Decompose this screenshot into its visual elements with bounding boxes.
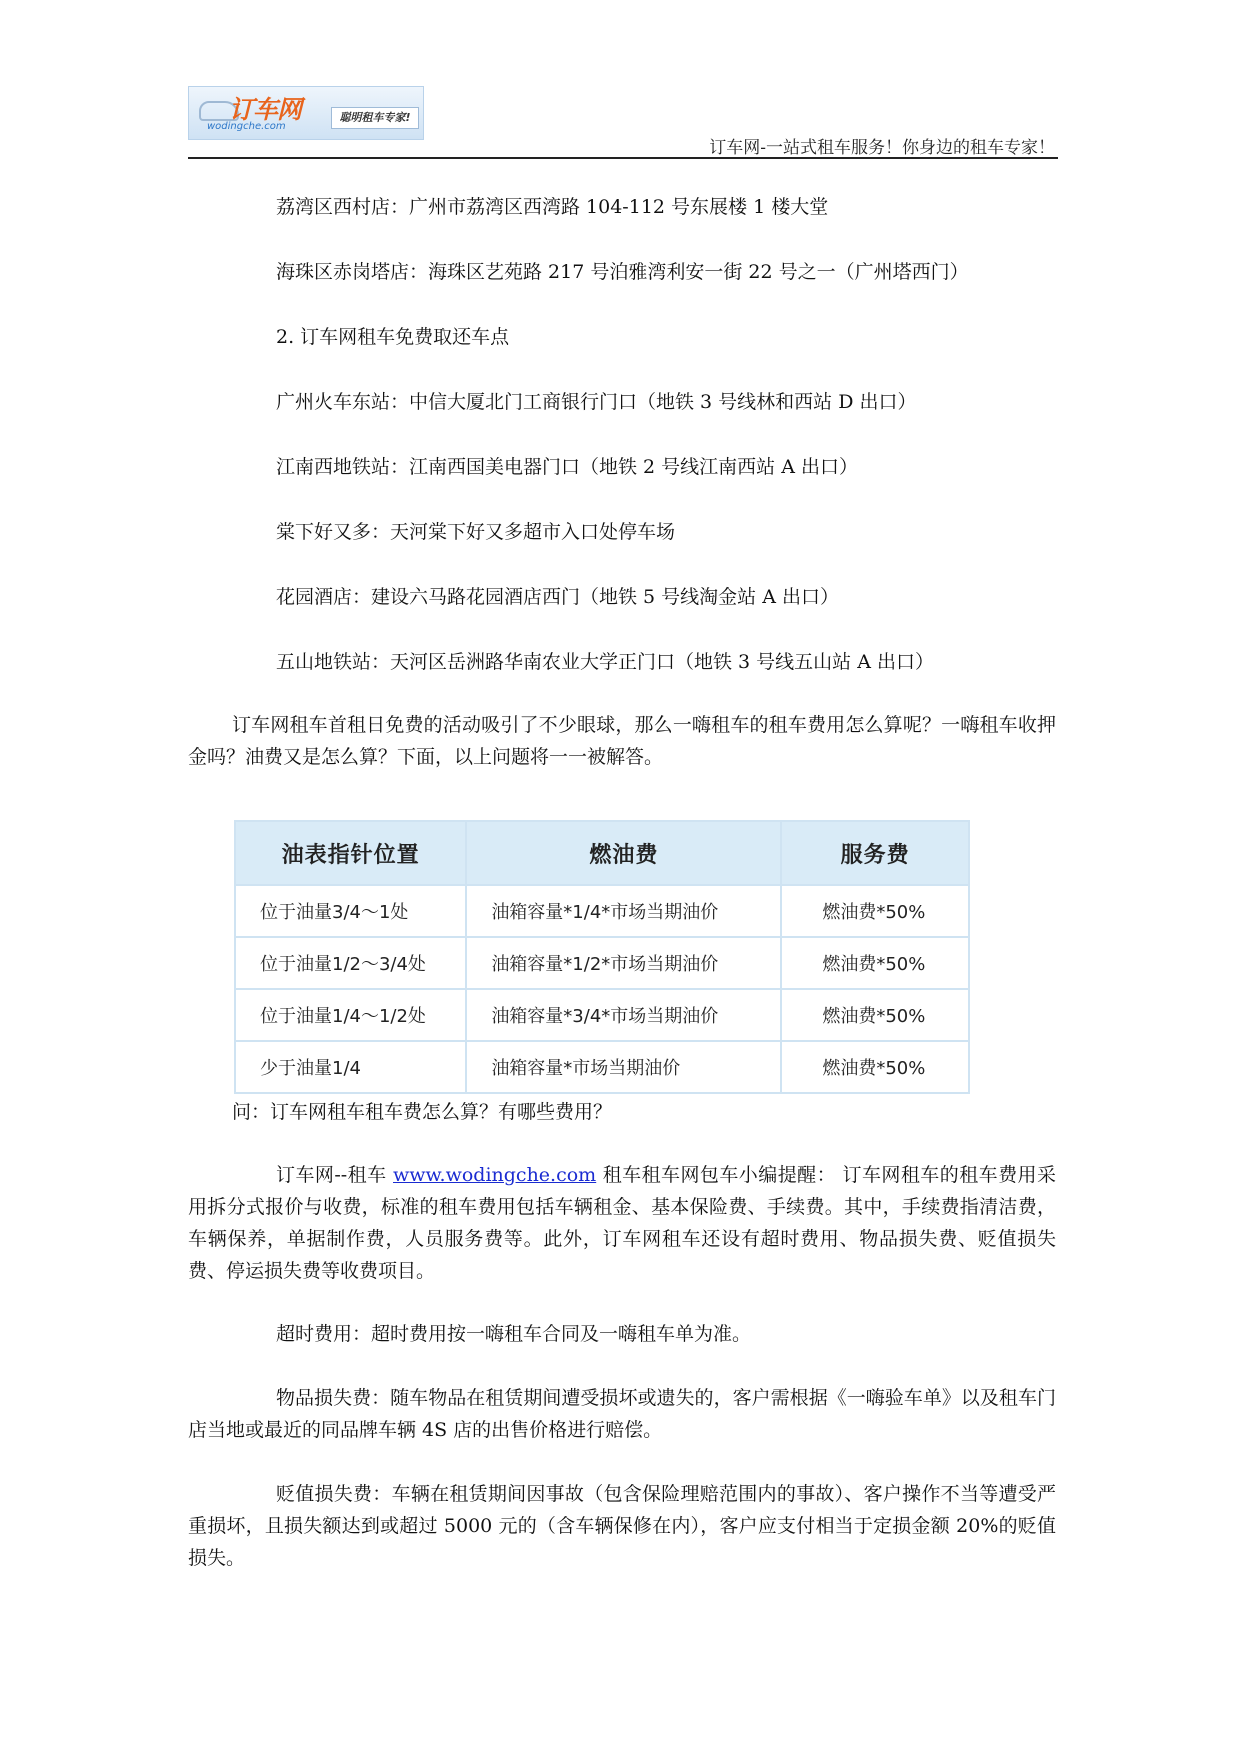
column-header: 油表指针位置	[235, 821, 466, 885]
section-heading: 2. 订车网租车免费取还车点	[276, 326, 510, 348]
pickup-line: 棠下好又多：天河棠下好又多超市入口处停车场	[276, 521, 676, 543]
table-cell: 油箱容量*市场当期油价	[466, 1041, 781, 1093]
table-cell: 燃油费*50%	[781, 1041, 969, 1093]
table-row	[235, 1041, 969, 1093]
question-line: 问：订车网租车租车费怎么算？有哪些费用？	[232, 1101, 613, 1123]
table-cell: 位于油量1/4～1/2处	[235, 989, 466, 1041]
table-cell: 位于油量3/4～1处	[235, 885, 466, 937]
intro-paragraph: 订车网租车首租日免费的活动吸引了不少眼球，那么一嗨租车的租车费用怎么算呢？一嗨租车收押金吗？油费又是怎么算？下面，以上问题将一一被解答。	[188, 714, 1056, 768]
store-line: 荔湾区西村店：广州市荔湾区西湾路 104-112 号东展楼 1 楼大堂	[276, 196, 829, 218]
header-tagline: 订车网-一站式租车服务！你身边的租车专家！	[709, 138, 1055, 158]
table-cell: 油箱容量*1/4*市场当期油价	[466, 885, 781, 937]
pickup-line: 江南西地铁站：江南西国美电器门口（地铁 2 号线江南西站 A 出口）	[276, 456, 858, 478]
table-row	[235, 937, 969, 989]
table-cell: 位于油量1/2～3/4处	[235, 937, 466, 989]
pickup-line: 五山地铁站：天河区岳洲路华南农业大学正门口（地铁 3 号线五山站 A 出口）	[276, 651, 934, 673]
site-link[interactable]: www.wodingche.com	[393, 1164, 597, 1186]
table-cell: 燃油费*50%	[781, 989, 969, 1041]
pickup-line: 广州火车东站：中信大厦北门工商银行门口（地铁 3 号线林和西站 D 出口）	[276, 391, 917, 413]
item-loss-paragraph: 物品损失费：随车物品在租赁期间遭受损坏或遗失的，客户需根据《一嗨验车单》以及租车门店当地或最近的同品牌车辆 4S 店的出售价格进行赔偿。	[188, 1387, 1056, 1441]
logo-title: 订车网	[229, 95, 302, 124]
store-line: 海珠区赤岗塔店：海珠区艺苑路 217 号泊雅湾利安一街 22 号之一（广州塔西门）	[276, 261, 969, 283]
site-logo[interactable]	[188, 86, 424, 140]
table-cell: 少于油量1/4	[235, 1041, 466, 1093]
fuel-fee-table	[234, 820, 970, 1088]
logo-domain: wodingche.com	[207, 121, 286, 132]
table-cell: 油箱容量*3/4*市场当期油价	[466, 989, 781, 1041]
answer-text: 租车租车网包车小编提醒： 订车网租车的租车费用采用拆分式报价与收费，标准的租车费用包括车辆租金、基本保险费、手续费。其中，手续费指清洁费，车辆保养，单据制作费，人员服务费等。此外，订车网租车还设有超时费用、物品损失费、贬值损失费、停运损失费等收费项目。	[188, 1164, 1056, 1282]
pickup-line: 花园酒店：建设六马路花园酒店西门（地铁 5 号线淘金站 A 出口）	[276, 586, 839, 608]
table-row	[235, 885, 969, 937]
answer-prefix: 订车网--租车	[276, 1164, 394, 1186]
table-cell: 燃油费*50%	[781, 937, 969, 989]
header-divider	[188, 157, 1058, 159]
table-row	[235, 989, 969, 1041]
table-cell: 燃油费*50%	[781, 885, 969, 937]
logo-badge: 聪明租车专家!	[331, 107, 419, 129]
answer-paragraph	[188, 1159, 1056, 1287]
table-cell: 油箱容量*1/2*市场当期油价	[466, 937, 781, 989]
column-header: 燃油费	[466, 821, 781, 885]
overtime-paragraph: 超时费用：超时费用按一嗨租车合同及一嗨租车单为准。	[276, 1323, 752, 1345]
depreciation-paragraph: 贬值损失费：车辆在租赁期间因事故（包含保险理赔范围内的事故）、客户操作不当等遭受严重损坏，且损失额达到或超过 5000 元的（含车辆保修在内），客户应支付相当于定损金额 20%的贬值损失。	[188, 1483, 1056, 1569]
table-header-row	[235, 821, 969, 885]
column-header: 服务费	[781, 821, 969, 885]
